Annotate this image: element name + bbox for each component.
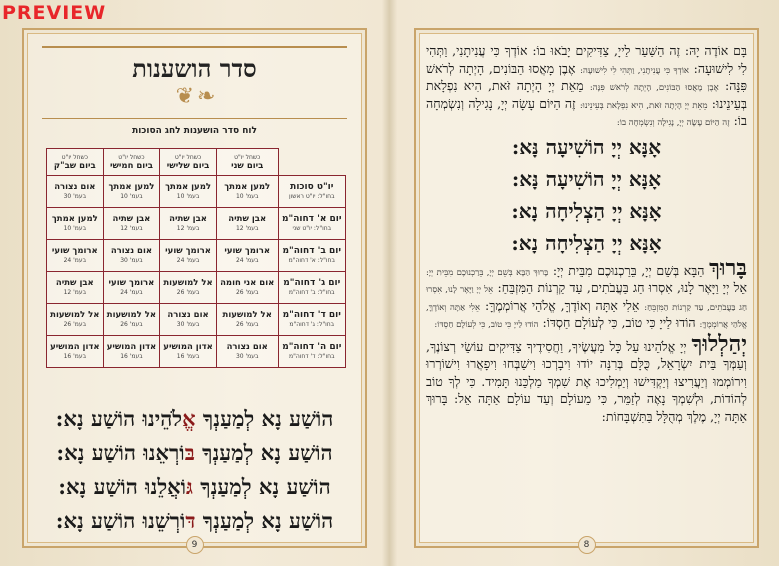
cell-page-ref: בעמ' 12 (176, 225, 200, 232)
cell-hoshana-name: אל למושעות (222, 310, 272, 320)
cell-hoshana-name: אום נצורה (110, 246, 153, 256)
table-cell (47, 336, 104, 368)
cell-hoshana-name: ארומך שועי (51, 246, 98, 256)
left-page (22, 28, 367, 548)
table-row (47, 176, 346, 208)
paragraph (426, 42, 747, 130)
table-cell (216, 208, 278, 240)
cell-hoshana-name: יו"ט סוכות (290, 182, 334, 192)
chant-line (36, 470, 353, 504)
table-cell (47, 208, 104, 240)
yehalelucha-word: יְהַלְלוּךָ (691, 330, 747, 357)
title-rule-top (42, 46, 347, 48)
verse-text: אֵלִי אַתָּה וְאוֹדֶךָּ, אֱלֹהַי אֲרוֹמְמֶךָּ: (485, 297, 640, 313)
right-page (414, 28, 759, 548)
cell-page-ref: בחו"ל: יו"ט ראשון (289, 193, 335, 200)
cell-page-ref: בחו"ל: ד' דחוה"מ (289, 353, 335, 360)
cell-hoshana-name: אדון המושיע (50, 342, 100, 352)
verse-text: הַבָּא בְּשֵׁם יְיָ, בֵּרַכְנוּכֶם מִבֵּית יְיָ: (552, 262, 705, 278)
paragraph (426, 254, 747, 332)
cell-hoshana-name: למען אמתך (224, 182, 271, 192)
column-header-small: כשחל יו"ט (234, 153, 261, 161)
verse-repeat: הוֹדוּ לַייָ כִּי טוֹב, כִּי לְעוֹלָם חַסְדּוֹ: (434, 320, 539, 330)
table-cell (216, 176, 278, 208)
verse-repeat: מֵאֵת יְיָ הָיְתָה זֹּאת, הִיא נִפְלָאת בְּעֵינֵינוּ: (579, 100, 708, 111)
cell-hoshana-name: אבן שתיה (169, 214, 207, 224)
table-cell (103, 208, 160, 240)
hoshana-chant (36, 402, 353, 538)
cell-page-ref: בעמ' 30 (120, 257, 143, 264)
table-cell (160, 240, 217, 272)
cell-hoshana-name: ארומך שועי (224, 246, 271, 256)
cell-hoshana-name: אום נצורה (167, 310, 209, 320)
table-cell (160, 336, 217, 368)
chant-suffix: ּוֹרְשֵׁנוּ הוֹשַׁע נָא: (55, 508, 186, 533)
ana-line: אָנָּא יְיָ הַצְלִיחָה נָא: (511, 230, 662, 255)
cell-page-ref: בעמ' 26 (120, 321, 143, 328)
column-header-day: ביום שלישי (166, 160, 210, 171)
chant-prefix: הוֹשַׁע נָא לְמַעַנְךָ (195, 406, 334, 431)
cell-page-ref: בעמ' 24 (120, 289, 143, 296)
ana-block (426, 132, 747, 258)
verse-text: בָּם אוֹדֶה יָהּ: זֶה הַשַּׁעַר לַייָ, צַדִּיקִים יָבֹאוּ בוֹ: אוֹדְךָ כִּי עֲנִיתָנִי, וַתְּהִי לִי לִישׁוּעָה: (426, 43, 747, 76)
cell-page-ref: בעמ' 10 (176, 193, 200, 200)
chant-line (36, 402, 353, 436)
table-cell (103, 176, 160, 208)
verse-repeat: אֵל יְיָ וַיָּאֶר לָנוּ, אִסְרוּ חַג בַּעֲבֹתִים, עַד קַרְנוֹת הַמִּזְבֵּחַ: (426, 285, 747, 313)
cell-page-ref: בעמ' 26 (235, 289, 259, 296)
table-cell (47, 272, 104, 304)
column-header-day: ביום חמישי (109, 160, 153, 171)
table-cell (47, 304, 104, 336)
verse-text: יְיָ אֱלֹהֵינוּ עַל כָּל מַעֲשֶׂיךָ, וַחֲסִידֶיךָ צַדִּיקִים עוֹשֵׂי רְצוֹנֶךָ, וְעַמְּךָ בֵּית יִשְׂרָאֵל, כֻּלָּם בְּרִנָּה יוֹדוּ וִיבָרְכוּ וִישַׁבְּחוּ וִיפָאֲרוּ וִישׁוֹרְרוּ וִירוֹמְמוּ וְיַעֲרִיצוּ וְיַקְדִּישׁוּ וְיַמְלִיכוּ אֶת שִׁמְךָ מַלְכֵּנוּ תָּמִיד. כִּי לְךָ טוֹב לְהוֹדוֹת, וּלְשִׁמְךָ נָאֶה לְזַמֵּר, כִּי מֵעוֹלָם וְעַד עוֹלָם אַתָּה אֵל: בָּרוּךְ אַתָּה יְיָ, מֶלֶךְ מְהֻלָּל בַּתִּשְׁבָּחוֹת: (426, 338, 747, 424)
verse-text: הוֹדוּ לַייָ כִּי טוֹב, כִּי לְעוֹלָם חַסְדּוֹ: (542, 315, 696, 330)
row-header-cell (278, 336, 345, 368)
verse-repeat: בָּרוּךְ הַבָּא בְּשֵׁם יְיָ, בֵּרַכְנוּכֶם מִבֵּית יְיָ: (426, 267, 549, 278)
cell-hoshana-name: אום נצורה (54, 182, 96, 192)
cell-page-ref: בעמ' 10 (63, 225, 87, 232)
cell-hoshana-name: אדון המושיע (163, 342, 213, 352)
row-header-cell (278, 304, 345, 336)
row-header-cell (278, 272, 345, 304)
table-cell (47, 240, 104, 272)
ana-line: אָנָּא יְיָ הוֹשִׁיעָה נָּא: (511, 166, 662, 191)
paragraph (426, 330, 747, 426)
table-row (47, 336, 346, 368)
cell-hoshana-name: למען אמתך (165, 182, 211, 192)
table-cell (160, 208, 217, 240)
cell-page-ref: בעמ' 16 (120, 353, 143, 360)
cell-page-ref: בעמ' 16 (63, 353, 87, 360)
cell-page-ref: בחו"ל: ג' דחוה"מ (289, 321, 335, 328)
table-row (47, 240, 346, 272)
cell-hoshana-name: יום ב' דחוה"מ (282, 246, 342, 256)
cell-hoshana-name: אדון המושיע (106, 342, 157, 352)
column-header (160, 149, 217, 176)
table-corner-cell (278, 149, 345, 176)
table-subtitle: לוח סדר הושענות לחג הסוכות (132, 126, 257, 136)
cell-hoshana-name: אל למושעות (50, 310, 100, 320)
ana-line: אָנָּא יְיָ הַצְלִיחָה נָא: (511, 198, 662, 223)
table-header-row (47, 149, 346, 176)
verse-repeat: אוֹדְךָ כִּי עֲנִיתָנִי, וַתְּהִי לִי לִישׁוּעָה: (580, 65, 689, 76)
cell-page-ref: בעמ' 10 (120, 193, 143, 200)
verse-text: מֵאֵת יְיָ הָיְתָה זֹּאת, הִיא נִפְלָאת בְּעֵינֵינוּ: (426, 78, 747, 111)
cell-page-ref: בחו"ל: א' דחוה"מ (288, 257, 335, 264)
column-header (216, 149, 278, 176)
table-cell (216, 272, 278, 304)
cell-page-ref: בעמ' 12 (120, 225, 143, 232)
cell-hoshana-name: אום נצורה (226, 342, 268, 352)
cell-page-ref: בעמ' 30 (235, 353, 259, 360)
cell-page-ref: בעמ' 26 (235, 321, 259, 328)
chant-prefix: הוֹשַׁע נָא לְמַעַנְךָ (195, 508, 334, 533)
preview-watermark: PREVIEW (2, 2, 107, 24)
table-cell (103, 240, 160, 272)
cell-page-ref: בעמ' 26 (176, 289, 200, 296)
hoshanot-schedule-table (46, 148, 346, 368)
cell-hoshana-name: ארומך שועי (165, 246, 211, 256)
chant-highlight-letter: בּ (184, 440, 195, 465)
page-number: 8 (578, 536, 596, 554)
cell-hoshana-name: אל למושעות (106, 310, 157, 320)
table-row (47, 272, 346, 304)
verse-text: אֶבֶן מָאֲסוּ הַבּוֹנִים, הָיְתָה לְרֹאשׁ פִּנָּה: (426, 60, 747, 93)
row-header-cell (278, 208, 345, 240)
chant-suffix: וֹרְאֵנוּ הוֹשַׁע נָא: (56, 440, 185, 465)
column-header-small: כשחל יו"ט (61, 153, 88, 161)
cell-hoshana-name: למען אמתך (108, 182, 155, 192)
column-header-day: ביום שב"ק (53, 160, 96, 171)
cell-hoshana-name: יום א' דחוה"מ (282, 214, 342, 224)
table-cell (103, 304, 160, 336)
cell-hoshana-name: יום ד' דחוה"מ (282, 310, 341, 320)
table-row (47, 208, 346, 240)
chant-prefix: הוֹשַׁע נָא לְמַעַנְךָ (194, 440, 333, 465)
table-cell (103, 336, 160, 368)
hallel-text (426, 42, 747, 426)
table-cell (216, 336, 278, 368)
ana-line: אָנָּא יְיָ הוֹשִׁיעָה נָּא: (511, 134, 662, 159)
verse-repeat: זֶה הַיּוֹם עָשָׂה יְיָ, נָגִילָה וְנִשְׂמְחָה בוֹ: (616, 118, 730, 128)
chant-prefix: הוֹשַׁע נָא לְמַעַנְךָ (192, 474, 331, 499)
table-cell (160, 304, 217, 336)
cell-page-ref: בחו"ל: יו"ט שני (292, 225, 332, 232)
table-cell (216, 240, 278, 272)
cell-page-ref: בחו"ל: ב' דחוה"מ (288, 289, 335, 296)
cell-hoshana-name: אום אני חומה (220, 278, 275, 288)
title-rule-bottom (42, 118, 347, 119)
table-cell (160, 176, 217, 208)
cell-hoshana-name: למען אמתך (51, 214, 98, 224)
chant-highlight-letter: גּ (186, 474, 193, 499)
ornament-flourish-icon: ❦ ❧ (175, 84, 214, 109)
cell-page-ref: בעמ' 30 (63, 193, 87, 200)
cell-page-ref: בעמ' 24 (63, 257, 87, 264)
column-header-day: ביום שני (231, 160, 264, 171)
cell-page-ref: בעמ' 26 (63, 321, 87, 328)
row-header-cell (278, 176, 345, 208)
cell-hoshana-name: אבן שתיה (55, 278, 94, 288)
cell-page-ref: בעמ' 24 (235, 257, 259, 264)
table-cell (216, 304, 278, 336)
table-cell (160, 272, 217, 304)
cell-hoshana-name: אבן שתיה (228, 214, 267, 224)
verse-text: אֵל יְיָ וַיָּאֶר לָנוּ, אִסְרוּ חַג בַּעֲבֹתִים, עַד קַרְנוֹת הַמִּזְבֵּחַ: (497, 280, 747, 295)
cell-hoshana-name: אל למושעות (163, 278, 213, 288)
cell-hoshana-name: אבן שתיה (112, 214, 151, 224)
cell-page-ref: בעמ' 12 (63, 289, 87, 296)
chant-suffix: לֹהֵינוּ הוֹשַׁע נָא: (55, 406, 183, 431)
cell-hoshana-name: יום ג' דחוה"מ (283, 278, 341, 288)
page-title: סדר הושענות (132, 54, 257, 83)
table-cell (103, 272, 160, 304)
chant-line (36, 504, 353, 538)
chant-highlight-letter: אֱ (182, 406, 196, 431)
column-header-small: כשחל יו"ט (118, 153, 145, 161)
cell-hoshana-name: יום ה' דחוה"מ (282, 342, 342, 352)
cell-hoshana-name: ארומך שועי (108, 278, 155, 288)
cell-page-ref: בעמ' 24 (176, 257, 200, 264)
column-header-small: כשחל יו"ט (174, 153, 202, 161)
table-cell (47, 176, 104, 208)
column-header (47, 149, 104, 176)
cell-page-ref: בעמ' 30 (176, 321, 200, 328)
column-header (103, 149, 160, 176)
table-row (47, 304, 346, 336)
chant-highlight-letter: ד (185, 508, 196, 533)
verse-repeat: אֵלִי אַתָּה וְאוֹדֶךָּ, אֱלֹהַי אֲרוֹמְמֶךָּ: (426, 302, 747, 330)
cell-page-ref: בעמ' 12 (235, 225, 259, 232)
verse-text: זֶה הַיּוֹם עָשָׂה יְיָ, נָגִילָה וְנִשְׂמְחָה בוֹ: (426, 95, 747, 128)
page-number: 9 (186, 536, 204, 554)
verse-repeat: אֶבֶן מָאֲסוּ הַבּוֹנִים, הָיְתָה לְרֹאשׁ פִּנָּה: (589, 83, 719, 93)
cell-page-ref: בעמ' 16 (176, 353, 200, 360)
row-header-cell (278, 240, 345, 272)
chant-line (36, 436, 353, 470)
chant-suffix: וֹאֲלֵנוּ הוֹשַׁע נָא: (58, 474, 187, 499)
baruch-word: בָּרוּךְ (709, 254, 747, 281)
cell-page-ref: בעמ' 10 (235, 193, 259, 200)
